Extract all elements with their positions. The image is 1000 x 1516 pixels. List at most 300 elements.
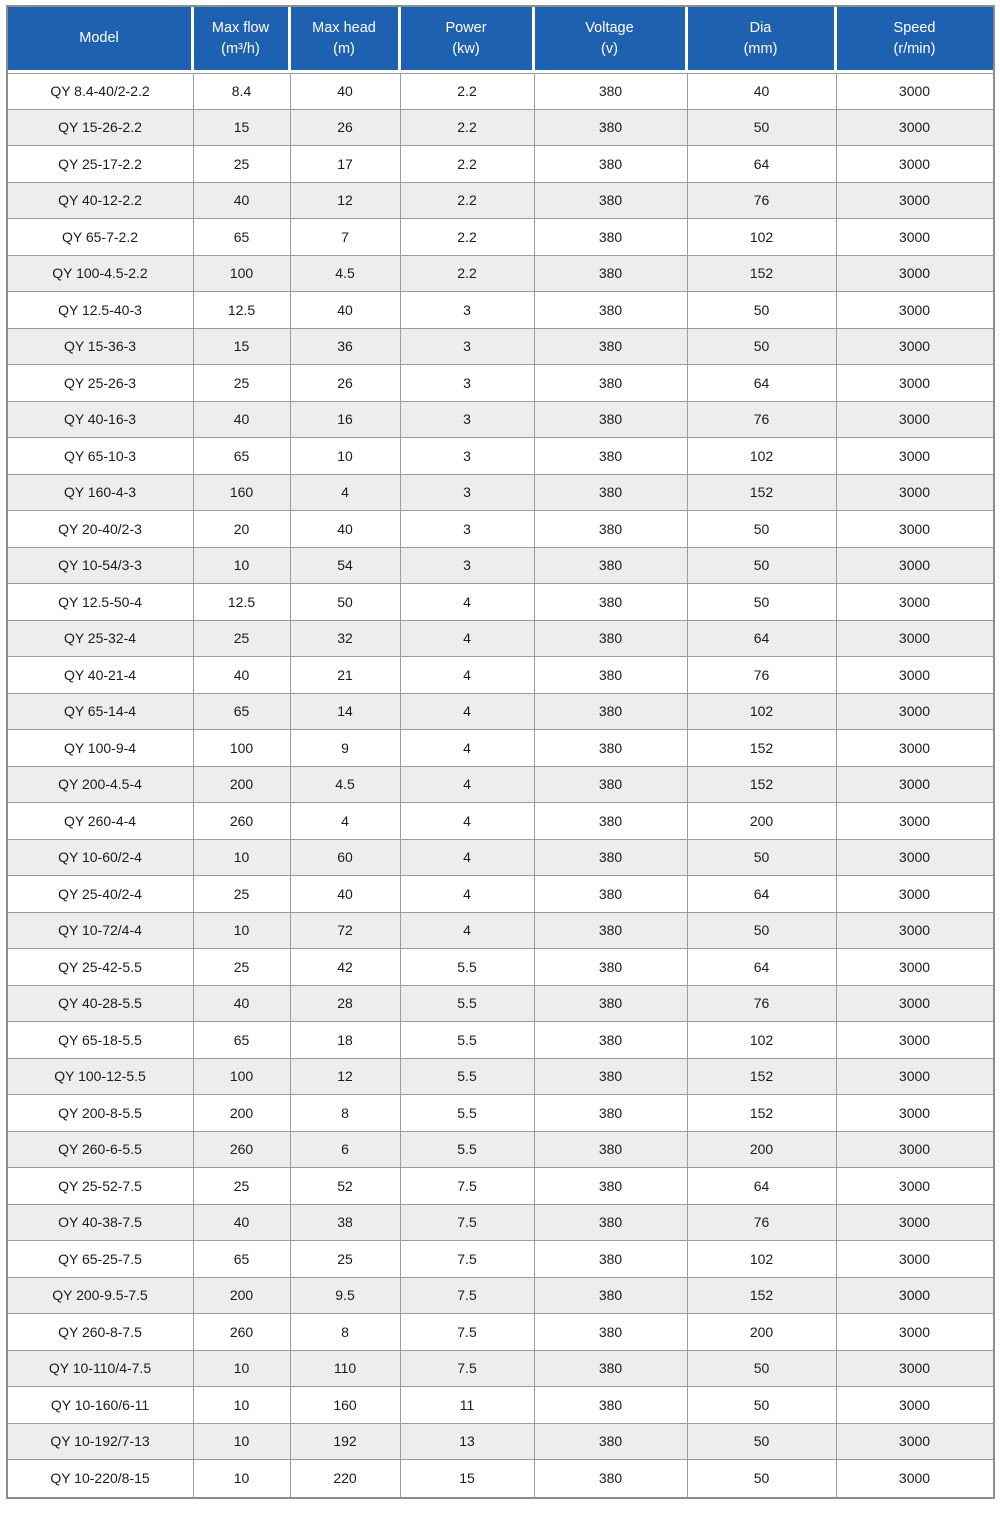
cell-dia: 152	[688, 767, 837, 804]
cell-max-flow: 15	[194, 329, 291, 366]
cell-max-flow: 12.5	[194, 292, 291, 329]
cell-model: QY 260-4-4	[8, 803, 194, 840]
cell-speed: 3000	[837, 913, 993, 950]
cell-max-flow: 10	[194, 1424, 291, 1461]
table-row	[8, 1460, 993, 1497]
table-row	[8, 548, 993, 585]
cell-dia: 50	[688, 1460, 837, 1497]
cell-max-head: 14	[291, 694, 401, 731]
cell-model: QY 15-36-3	[8, 329, 194, 366]
cell-max-flow: 10	[194, 840, 291, 877]
cell-speed: 3000	[837, 146, 993, 183]
column-unit: (v)	[601, 40, 618, 57]
cell-max-flow: 40	[194, 402, 291, 439]
cell-power: 2.2	[401, 146, 535, 183]
cell-max-flow: 40	[194, 183, 291, 220]
table-row	[8, 767, 993, 804]
cell-speed: 3000	[837, 1387, 993, 1424]
cell-speed: 3000	[837, 584, 993, 621]
cell-voltage: 380	[535, 256, 688, 293]
cell-power: 4	[401, 657, 535, 694]
table-row	[8, 1059, 993, 1096]
cell-speed: 3000	[837, 1314, 993, 1351]
cell-speed: 3000	[837, 438, 993, 475]
cell-max-flow: 10	[194, 1460, 291, 1497]
cell-speed: 3000	[837, 767, 993, 804]
cell-model: QY 12.5-40-3	[8, 292, 194, 329]
column-header-max-flow	[194, 7, 291, 73]
cell-voltage: 380	[535, 949, 688, 986]
cell-max-head: 60	[291, 840, 401, 877]
cell-max-flow: 25	[194, 1168, 291, 1205]
cell-dia: 50	[688, 913, 837, 950]
cell-voltage: 380	[535, 876, 688, 913]
cell-max-head: 36	[291, 329, 401, 366]
cell-voltage: 380	[535, 73, 688, 110]
cell-dia: 102	[688, 1241, 837, 1278]
cell-dia: 64	[688, 365, 837, 402]
cell-voltage: 380	[535, 657, 688, 694]
column-label: Dia	[749, 20, 772, 37]
column-label: Max head	[312, 20, 376, 37]
table-row	[8, 438, 993, 475]
cell-power: 5.5	[401, 1132, 535, 1169]
cell-power: 3	[401, 511, 535, 548]
cell-max-flow: 100	[194, 1059, 291, 1096]
table-row	[8, 986, 993, 1023]
cell-max-head: 40	[291, 511, 401, 548]
table-row	[8, 657, 993, 694]
cell-max-flow: 40	[194, 657, 291, 694]
cell-speed: 3000	[837, 694, 993, 731]
cell-dia: 152	[688, 730, 837, 767]
column-label: Speed	[893, 20, 936, 37]
header-row	[8, 7, 993, 73]
cell-max-flow: 160	[194, 475, 291, 512]
cell-speed: 3000	[837, 1205, 993, 1242]
column-header-speed	[837, 7, 993, 73]
cell-dia: 102	[688, 1022, 837, 1059]
cell-voltage: 380	[535, 402, 688, 439]
table-row	[8, 475, 993, 512]
cell-power: 4	[401, 840, 535, 877]
cell-voltage: 380	[535, 1022, 688, 1059]
cell-max-head: 4.5	[291, 256, 401, 293]
cell-max-head: 4	[291, 475, 401, 512]
cell-voltage: 380	[535, 730, 688, 767]
cell-power: 13	[401, 1424, 535, 1461]
cell-model: QY 40-21-4	[8, 657, 194, 694]
cell-power: 2.2	[401, 183, 535, 220]
cell-speed: 3000	[837, 1168, 993, 1205]
cell-power: 2.2	[401, 110, 535, 147]
cell-max-flow: 25	[194, 949, 291, 986]
cell-max-head: 40	[291, 292, 401, 329]
cell-max-head: 40	[291, 876, 401, 913]
cell-model: QY 65-25-7.5	[8, 1241, 194, 1278]
cell-max-flow: 10	[194, 1351, 291, 1388]
cell-voltage: 380	[535, 365, 688, 402]
cell-model: QY 160-4-3	[8, 475, 194, 512]
cell-max-flow: 25	[194, 876, 291, 913]
cell-max-head: 8	[291, 1314, 401, 1351]
cell-dia: 50	[688, 840, 837, 877]
cell-speed: 3000	[837, 840, 993, 877]
cell-voltage: 380	[535, 475, 688, 512]
cell-voltage: 380	[535, 110, 688, 147]
table-row	[8, 1022, 993, 1059]
cell-speed: 3000	[837, 1424, 993, 1461]
pump-spec-table	[6, 5, 995, 1499]
cell-speed: 3000	[837, 1095, 993, 1132]
cell-speed: 3000	[837, 219, 993, 256]
column-unit: (r/min)	[893, 40, 936, 57]
table-row	[8, 402, 993, 439]
cell-voltage: 380	[535, 329, 688, 366]
column-label: Max flow	[211, 20, 270, 37]
cell-max-head: 12	[291, 183, 401, 220]
cell-max-head: 25	[291, 1241, 401, 1278]
cell-max-head: 4	[291, 803, 401, 840]
cell-max-flow: 65	[194, 694, 291, 731]
cell-dia: 152	[688, 475, 837, 512]
table-row	[8, 1314, 993, 1351]
cell-power: 7.5	[401, 1351, 535, 1388]
cell-model: QY 25-26-3	[8, 365, 194, 402]
cell-model: QY 25-40/2-4	[8, 876, 194, 913]
cell-dia: 50	[688, 1387, 837, 1424]
table-row	[8, 511, 993, 548]
cell-max-head: 9	[291, 730, 401, 767]
column-header-power	[401, 7, 535, 73]
cell-power: 5.5	[401, 1022, 535, 1059]
cell-power: 4	[401, 730, 535, 767]
table-row	[8, 1205, 993, 1242]
cell-model: QY 100-4.5-2.2	[8, 256, 194, 293]
cell-voltage: 380	[535, 803, 688, 840]
table-body	[8, 73, 993, 1497]
cell-model: OY 40-38-7.5	[8, 1205, 194, 1242]
cell-power: 4	[401, 694, 535, 731]
cell-max-flow: 260	[194, 1314, 291, 1351]
cell-voltage: 380	[535, 1241, 688, 1278]
cell-power: 7.5	[401, 1314, 535, 1351]
cell-speed: 3000	[837, 548, 993, 585]
cell-model: QY 25-42-5.5	[8, 949, 194, 986]
cell-dia: 50	[688, 1424, 837, 1461]
cell-model: QY 40-28-5.5	[8, 986, 194, 1023]
cell-max-flow: 8.4	[194, 73, 291, 110]
column-header-model	[8, 7, 194, 73]
cell-dia: 102	[688, 438, 837, 475]
column-label: Power	[445, 20, 487, 37]
cell-model: QY 200-9.5-7.5	[8, 1278, 194, 1315]
cell-voltage: 380	[535, 913, 688, 950]
cell-max-flow: 100	[194, 730, 291, 767]
cell-model: QY 260-6-5.5	[8, 1132, 194, 1169]
cell-voltage: 380	[535, 548, 688, 585]
cell-voltage: 380	[535, 621, 688, 658]
table-row	[8, 876, 993, 913]
table-row	[8, 1132, 993, 1169]
cell-voltage: 380	[535, 1460, 688, 1497]
cell-max-flow: 20	[194, 511, 291, 548]
cell-dia: 50	[688, 110, 837, 147]
table-row	[8, 1424, 993, 1461]
cell-dia: 40	[688, 73, 837, 110]
cell-dia: 152	[688, 256, 837, 293]
column-unit: (mm)	[743, 40, 778, 57]
cell-max-flow: 200	[194, 767, 291, 804]
cell-power: 3	[401, 402, 535, 439]
cell-dia: 152	[688, 1059, 837, 1096]
cell-voltage: 380	[535, 1351, 688, 1388]
cell-speed: 3000	[837, 621, 993, 658]
cell-power: 2.2	[401, 73, 535, 110]
cell-max-head: 18	[291, 1022, 401, 1059]
table-row	[8, 949, 993, 986]
cell-model: QY 65-18-5.5	[8, 1022, 194, 1059]
cell-max-flow: 10	[194, 1387, 291, 1424]
cell-speed: 3000	[837, 73, 993, 110]
cell-power: 3	[401, 548, 535, 585]
cell-speed: 3000	[837, 475, 993, 512]
table-row	[8, 584, 993, 621]
cell-voltage: 380	[535, 694, 688, 731]
cell-model: QY 200-8-5.5	[8, 1095, 194, 1132]
cell-max-head: 160	[291, 1387, 401, 1424]
cell-power: 3	[401, 292, 535, 329]
cell-voltage: 380	[535, 511, 688, 548]
cell-dia: 76	[688, 1205, 837, 1242]
cell-model: QY 260-8-7.5	[8, 1314, 194, 1351]
cell-power: 7.5	[401, 1241, 535, 1278]
cell-max-head: 9.5	[291, 1278, 401, 1315]
cell-voltage: 380	[535, 219, 688, 256]
cell-max-head: 50	[291, 584, 401, 621]
cell-model: QY 40-16-3	[8, 402, 194, 439]
cell-max-head: 26	[291, 110, 401, 147]
column-unit: (m)	[333, 40, 355, 57]
cell-max-flow: 100	[194, 256, 291, 293]
cell-power: 5.5	[401, 1095, 535, 1132]
table-row	[8, 365, 993, 402]
cell-voltage: 380	[535, 1168, 688, 1205]
cell-power: 11	[401, 1387, 535, 1424]
cell-model: QY 10-60/2-4	[8, 840, 194, 877]
cell-max-head: 8	[291, 1095, 401, 1132]
cell-voltage: 380	[535, 767, 688, 804]
cell-speed: 3000	[837, 365, 993, 402]
cell-dia: 50	[688, 329, 837, 366]
table-row	[8, 840, 993, 877]
cell-power: 2.2	[401, 219, 535, 256]
cell-model: QY 100-12-5.5	[8, 1059, 194, 1096]
table-row	[8, 803, 993, 840]
cell-speed: 3000	[837, 110, 993, 147]
cell-power: 5.5	[401, 986, 535, 1023]
column-header-max-head	[291, 7, 401, 73]
cell-max-head: 26	[291, 365, 401, 402]
column-header-dia	[688, 7, 837, 73]
cell-max-head: 110	[291, 1351, 401, 1388]
table-row	[8, 1387, 993, 1424]
cell-power: 4	[401, 913, 535, 950]
table-row	[8, 1241, 993, 1278]
cell-speed: 3000	[837, 329, 993, 366]
column-unit: (kw)	[452, 40, 480, 57]
cell-model: QY 25-17-2.2	[8, 146, 194, 183]
cell-max-flow: 25	[194, 146, 291, 183]
cell-power: 4	[401, 803, 535, 840]
cell-model: QY 10-54/3-3	[8, 548, 194, 585]
cell-power: 7.5	[401, 1168, 535, 1205]
cell-model: QY 100-9-4	[8, 730, 194, 767]
cell-speed: 3000	[837, 876, 993, 913]
cell-dia: 76	[688, 183, 837, 220]
cell-voltage: 380	[535, 292, 688, 329]
cell-power: 2.2	[401, 256, 535, 293]
cell-voltage: 380	[535, 438, 688, 475]
cell-model: QY 10-160/6-11	[8, 1387, 194, 1424]
table-row	[8, 73, 993, 110]
cell-speed: 3000	[837, 1132, 993, 1169]
cell-speed: 3000	[837, 183, 993, 220]
cell-max-flow: 65	[194, 438, 291, 475]
cell-speed: 3000	[837, 1059, 993, 1096]
cell-speed: 3000	[837, 1278, 993, 1315]
cell-max-head: 54	[291, 548, 401, 585]
cell-voltage: 380	[535, 1387, 688, 1424]
cell-dia: 64	[688, 146, 837, 183]
cell-max-head: 72	[291, 913, 401, 950]
cell-speed: 3000	[837, 803, 993, 840]
cell-voltage: 380	[535, 840, 688, 877]
cell-max-head: 17	[291, 146, 401, 183]
cell-power: 4	[401, 876, 535, 913]
cell-power: 3	[401, 365, 535, 402]
cell-voltage: 380	[535, 1132, 688, 1169]
cell-max-flow: 200	[194, 1278, 291, 1315]
cell-speed: 3000	[837, 402, 993, 439]
cell-model: QY 20-40/2-3	[8, 511, 194, 548]
cell-voltage: 380	[535, 986, 688, 1023]
table-row	[8, 694, 993, 731]
cell-max-head: 12	[291, 1059, 401, 1096]
cell-dia: 152	[688, 1095, 837, 1132]
cell-power: 5.5	[401, 1059, 535, 1096]
table-row	[8, 292, 993, 329]
cell-max-head: 4.5	[291, 767, 401, 804]
cell-max-flow: 15	[194, 110, 291, 147]
cell-max-head: 7	[291, 219, 401, 256]
cell-power: 3	[401, 438, 535, 475]
cell-voltage: 380	[535, 1314, 688, 1351]
cell-max-head: 42	[291, 949, 401, 986]
cell-power: 3	[401, 475, 535, 512]
column-label: Voltage	[585, 20, 634, 37]
cell-dia: 50	[688, 1351, 837, 1388]
cell-max-head: 21	[291, 657, 401, 694]
cell-dia: 200	[688, 1132, 837, 1169]
cell-speed: 3000	[837, 256, 993, 293]
cell-model: QY 200-4.5-4	[8, 767, 194, 804]
cell-max-head: 40	[291, 73, 401, 110]
cell-model: QY 8.4-40/2-2.2	[8, 73, 194, 110]
cell-dia: 76	[688, 657, 837, 694]
cell-max-flow: 12.5	[194, 584, 291, 621]
cell-speed: 3000	[898, 1470, 931, 1487]
cell-model: QY 65-10-3	[8, 438, 194, 475]
cell-max-head: 28	[291, 986, 401, 1023]
cell-model: QY 25-32-4	[8, 621, 194, 658]
cell-dia: 152	[688, 1278, 837, 1315]
cell-max-flow: 25	[194, 621, 291, 658]
cell-max-flow: 25	[194, 365, 291, 402]
cell-dia: 64	[688, 876, 837, 913]
cell-power: 4	[401, 621, 535, 658]
table-row	[8, 1351, 993, 1388]
cell-max-flow: 10	[194, 548, 291, 585]
cell-dia: 200	[688, 1314, 837, 1351]
cell-model: QY 65-14-4	[8, 694, 194, 731]
cell-model: QY 65-7-2.2	[8, 219, 194, 256]
cell-dia: 50	[688, 511, 837, 548]
cell-model: QY 25-52-7.5	[8, 1168, 194, 1205]
cell-max-head: 192	[291, 1424, 401, 1461]
table-row	[8, 1278, 993, 1315]
cell-voltage: 380	[535, 1278, 688, 1315]
cell-power: 4	[401, 767, 535, 804]
cell-power: 4	[401, 584, 535, 621]
cell-max-flow: 200	[194, 1095, 291, 1132]
cell-max-flow: 65	[194, 219, 291, 256]
table-row	[8, 1095, 993, 1132]
cell-max-head: 6	[291, 1132, 401, 1169]
cell-dia: 50	[688, 292, 837, 329]
cell-speed: 3000	[837, 511, 993, 548]
cell-speed: 3000	[837, 986, 993, 1023]
cell-max-head: 38	[291, 1205, 401, 1242]
cell-max-flow: 65	[194, 1022, 291, 1059]
cell-max-head: 220	[291, 1460, 401, 1497]
cell-dia: 64	[688, 949, 837, 986]
cell-model: QY 10-72/4-4	[8, 913, 194, 950]
cell-dia: 200	[688, 803, 837, 840]
table-row	[8, 621, 993, 658]
cell-model: QY 40-12-2.2	[8, 183, 194, 220]
cell-dia: 64	[688, 1168, 837, 1205]
cell-power: 3	[401, 329, 535, 366]
table-row	[8, 183, 993, 220]
cell-speed: 3000	[837, 1241, 993, 1278]
cell-voltage: 380	[535, 146, 688, 183]
cell-dia: 64	[688, 621, 837, 658]
cell-voltage: 380	[535, 1424, 688, 1461]
cell-speed: 3000	[837, 657, 993, 694]
table-row	[8, 913, 993, 950]
cell-dia: 102	[688, 219, 837, 256]
cell-max-flow: 10	[194, 913, 291, 950]
cell-max-head: 32	[291, 621, 401, 658]
cell-dia: 76	[688, 986, 837, 1023]
column-label: Model	[79, 30, 119, 47]
cell-dia: 76	[688, 402, 837, 439]
cell-max-flow: 65	[194, 1241, 291, 1278]
cell-max-flow: 40	[194, 986, 291, 1023]
cell-dia: 50	[688, 584, 837, 621]
table-row	[8, 256, 993, 293]
